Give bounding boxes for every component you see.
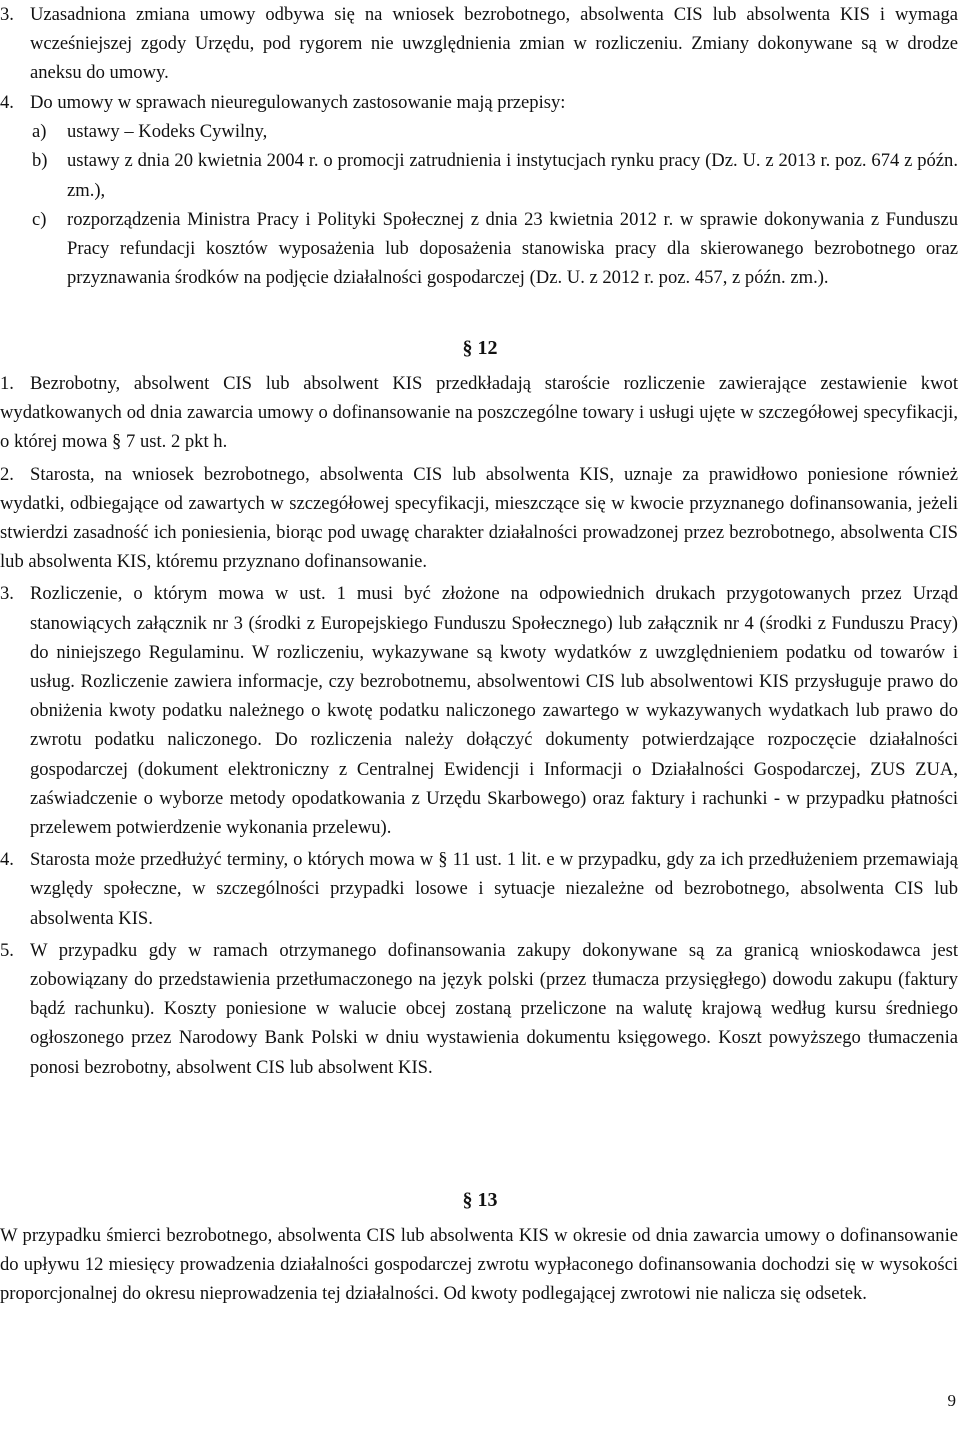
- section-12-body: [0, 369, 958, 1082]
- list-item-label: b): [32, 150, 48, 172]
- paragraph-4: [0, 88, 958, 292]
- list-item-text: rozporządzenia Ministra Pracy i Polityki Społecznej z dnia 23 kwietnia 2012 r. w sprawie dokonywania z Funduszu Pracy refundacji kosztów wyposażenia lub doposażenia stanowiska pracy dla skierowanego bezrobotnego oraz przyznawania środków na podjęcie działalności gospodarczej (Dz. U. z 2012 r. poz. 457, z późn. zm.).: [67, 208, 958, 289]
- paragraph-number: 2.: [0, 463, 14, 485]
- paragraph-number: 4.: [0, 849, 14, 871]
- paragraph-3: [0, 0, 958, 88]
- list-item-a: [0, 117, 958, 146]
- list-item-label: a): [32, 121, 47, 143]
- paragraph-text: Rozliczenie, o którym mowa w ust. 1 musi być złożone na odpowiednich drukach przygotowanych przez Urząd stanowiących załącznik nr 3 (środki z Europejskiego Funduszu Społecznego) lub załącznik nr 4 (środki z Funduszu Pracy) do niniejszego Regulaminu. W rozliczeniu, wykazywane są kwoty wydatków z uwzględnieniem podatku od towarów i usług. Rozliczenie zawiera informacje, czy bezrobotnemu, absolwentowi CIS lub absolwentowi KIS przysługuje prawo do obniżenia kwoty podatku należnego o kwotę podatku naliczonego zawartego w wykazywanych wydatkach lub prawo do zwrotu podatku naliczonego. Do rozliczenia należy dołączyć dokumenty potwierdzające rozpoczęcie działalności gospodarczej (dokument elektroniczny z Centralnej Ewidencji i Informacji o Działalności Gospodarczej, ZUS ZUA, zaświadczenie o wyborze metody opodatkowania z Urzędu Skarbowego) oraz faktury i rachunki - w przypadku płatności przelewem potwierdzenie wykonania przelewu).: [30, 583, 958, 839]
- page-number: 9: [947, 1391, 956, 1410]
- paragraph-text: W przypadku śmierci bezrobotnego, absolwenta CIS lub absolwenta KIS w okresie od dnia zawarcia umowy o dofinansowanie do upływu 12 miesięcy prowadzenia działalności gospodarczej zwrotu wypłaconego dofinansowania dochodzi się w wysokości proporcjonalnej do okresu nieprowadzenia tej działalności. Od kwoty podlegającej zwrotowi nie nalicza się odsetek.: [0, 1225, 958, 1305]
- s13-paragraph: [0, 1221, 958, 1309]
- s12-paragraph-3: [0, 579, 958, 842]
- section-heading-13: § 13: [462, 1189, 498, 1211]
- paragraph-text: Starosta, na wniosek bezrobotnego, absolwenta CIS lub absolwenta KIS, uznaje za prawidłowo poniesione również wydatki, odbiegające od zawartych w szczegółowej specyfikacji, mieszczące się w kwocie przyznanego dofinansowania, jeżeli stwierdzi zasadność ich poniesienia, biorąc pod uwagę charakter działalności prowadzonej przez bezrobotnego, absolwenta CIS lub absolwenta KIS, któremu przyznano dofinansowanie.: [0, 463, 958, 573]
- paragraph-number: 4.: [0, 92, 14, 113]
- paragraph-number: 5.: [0, 939, 14, 961]
- paragraph-text: Starosta może przedłużyć terminy, o których mowa w § 11 ust. 1 lit. e w przypadku, gdy za ich przedłużeniem przemawiają względy społeczne, w szczególności przypadki losowe i sytuacje niezależne od bezrobotnego, absolwenta CIS lub absolwenta KIS.: [30, 849, 958, 929]
- paragraph-number: 1.: [0, 373, 14, 394]
- s12-paragraph-1: [0, 369, 958, 457]
- s12-paragraph-5: [0, 936, 958, 1082]
- list-item-c: [0, 205, 958, 293]
- section-heading-12: § 12: [462, 337, 498, 359]
- paragraph-text: Do umowy w sprawach nieuregulowanych zastosowanie mają przepisy:: [30, 92, 566, 113]
- paragraph-text: Bezrobotny, absolwent CIS lub absolwent KIS przedkładają staroście rozliczenie zawierające zestawienie kwot wydatkowanych od dnia zawarcia umowy o dofinansowanie na poszczególne towary i usługi ujęte w szczegółowej specyfikacji, o której mowa § 7 ust. 2 pkt h.: [0, 373, 958, 453]
- paragraph-number: 3.: [0, 583, 14, 605]
- list-item-b: [0, 146, 958, 204]
- s12-paragraph-4: [0, 845, 958, 933]
- list-item-text: ustawy – Kodeks Cywilny,: [67, 121, 268, 143]
- paragraph-text: Uzasadniona zmiana umowy odbywa się na wniosek bezrobotnego, absolwenta CIS lub absolwenta KIS i wymaga wcześniejszej zgody Urzędu, pod rygorem nie uwzględnienia zmian w rozliczeniu. Zmiany dokonywane są w drodze aneksu do umowy.: [30, 4, 958, 84]
- list-item-label: c): [32, 208, 47, 230]
- paragraph-number: 3.: [0, 4, 14, 25]
- s12-paragraph-2: [0, 460, 958, 577]
- paragraph-text: W przypadku gdy w ramach otrzymanego dofinansowania zakupy dokonywane są za granicą wnioskodawca jest zobowiązany do przedstawienia przetłumaczonego na język polski (przez tłumacza przysięgłego) dowodu zakupu (faktury bądź rachunku). Koszty poniesione w walucie obcej zostaną przeliczone na walutę krajową według kursu średniego ogłoszonego przez Narodowy Bank Polski w dniu wystawienia dokumentu księgowego. Koszt powyższego tłumaczenia ponosi bezrobotny, absolwent CIS lub absolwent KIS.: [30, 939, 958, 1078]
- list-item-text: ustawy z dnia 20 kwietnia 2004 r. o promocji zatrudnienia i instytucjach rynku pracy (Dz. U. z 2013 r. poz. 674 z późn. zm.),: [67, 150, 958, 201]
